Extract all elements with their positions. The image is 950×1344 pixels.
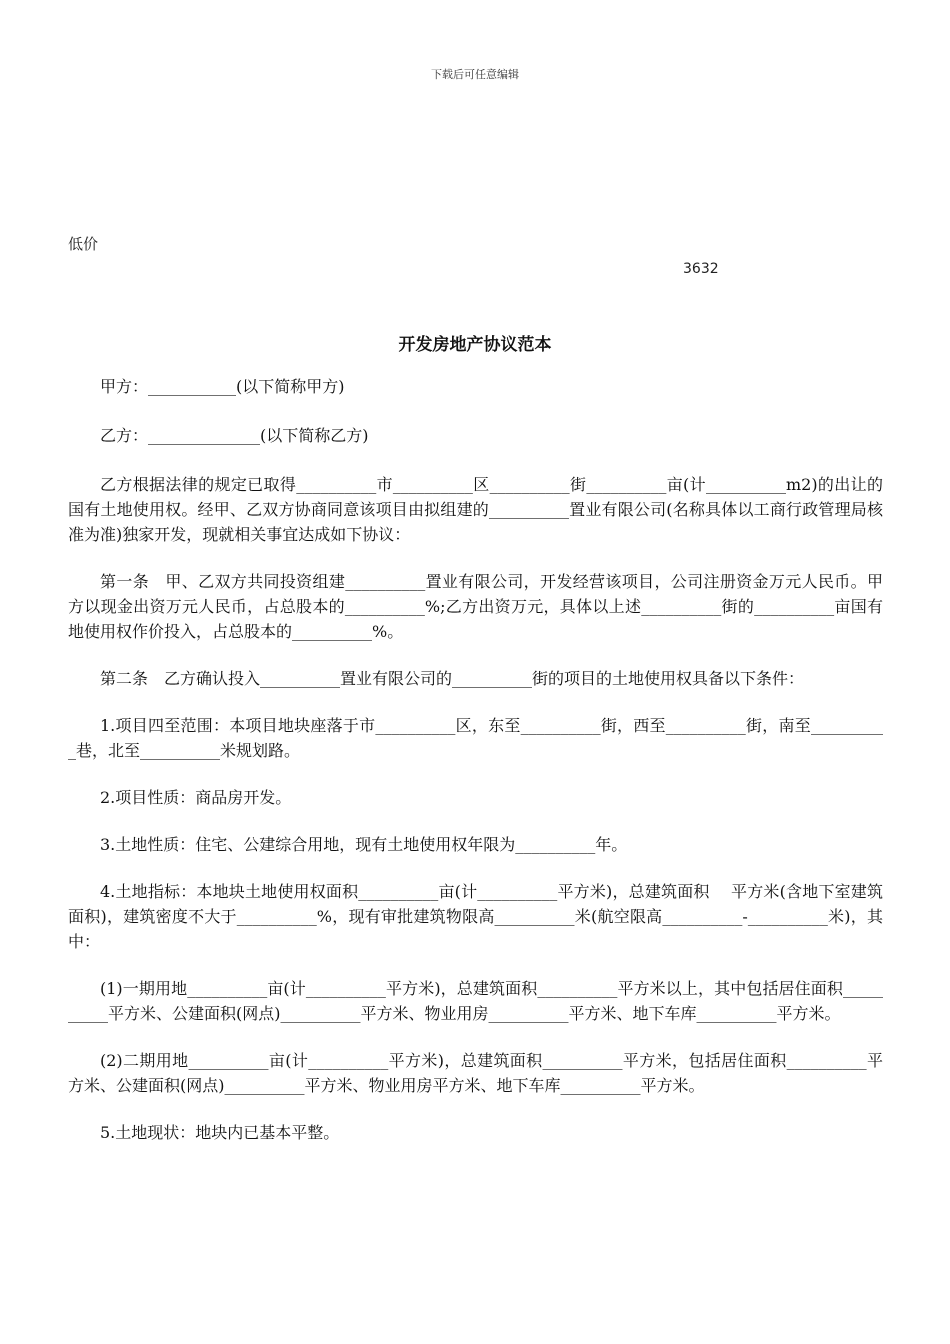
item-1: 1.项目四至范围：本项目地块座落于市__________区，东至__________街，西至__________街，南至__________巷，北至__________米规划路。 bbox=[68, 716, 883, 760]
item-3: 3.土地性质：住宅、公建综合用地，现有土地使用权年限为__________年。 bbox=[100, 835, 628, 854]
item-4-2: (2)二期用地__________亩(计__________平方米)，总建筑面积__________平方米，包括居住面积__________平方米、公建面积(网点)__________平方米、物业用房平方米、地下车库__________平方米。 bbox=[68, 1051, 883, 1095]
cropped-text-fragment-right: 3632 bbox=[683, 261, 719, 277]
document-body bbox=[68, 374, 883, 1167]
party-b-line: 乙方：______________(以下简称乙方) bbox=[100, 426, 369, 445]
article-2: 第二条 乙方确认投入__________置业有限公司的__________街的项目的土地使用权具备以下条件： bbox=[100, 669, 805, 688]
item-5: 5.土地现状：地块内已基本平整。 bbox=[100, 1123, 340, 1142]
document-title: 开发房地产协议范本 bbox=[398, 335, 552, 355]
header-note: 下载后可任意编辑 bbox=[431, 68, 519, 81]
item-4: 4.土地指标：本地块土地使用权面积__________亩(计__________平方米)，总建筑面积 平方米(含地下室建筑面积)，建筑密度不大于__________%，现有审批建筑物限高__________米(航空限高__________-__________米)，其中： bbox=[68, 882, 883, 951]
party-a-line: 甲方：___________(以下简称甲方) bbox=[100, 377, 345, 396]
article-1: 第一条 甲、乙双方共同投资组建__________置业有限公司，开发经营该项目，公司注册资金万元人民币。甲方以现金出资万元人民币，占总股本的__________%;乙方出资万元，具体以上述__________街的__________亩国有地使用权作价投入，占总股本的__________%。 bbox=[68, 572, 883, 641]
item-4-1: (1)一期用地__________亩(计__________平方米)，总建筑面积__________平方米以上，其中包括居住面积__________平方米、公建面积(网点)__________平方米、物业用房__________平方米、地下车库__________平方米。 bbox=[68, 979, 883, 1023]
intro-paragraph: 乙方根据法律的规定已取得__________市__________区__________街__________亩(计__________m2)的出让的国有土地使用权。经甲、乙双方协商同意该项目由拟组建的__________置业有限公司(名称具体以工商行政管理局核准为准)独家开发，现就相关事宜达成如下协议： bbox=[68, 475, 883, 544]
item-2: 2.项目性质：商品房开发。 bbox=[100, 788, 292, 807]
cropped-text-fragment-left: 低价 bbox=[68, 235, 99, 253]
